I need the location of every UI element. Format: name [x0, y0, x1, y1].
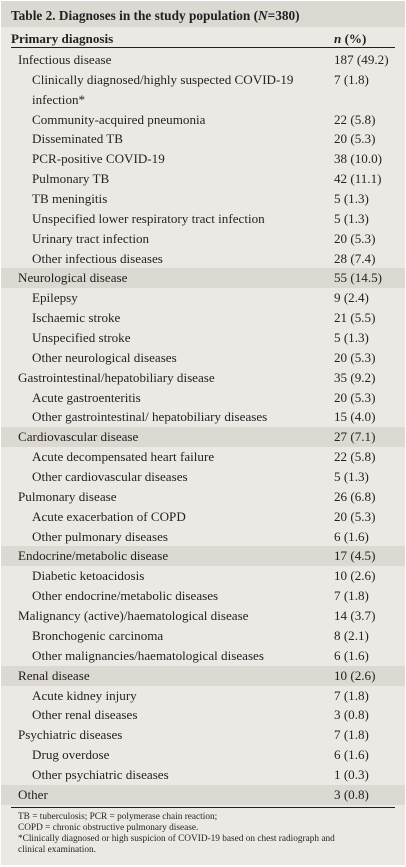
count-value: 20 (5.3) [334, 230, 376, 246]
category-row [1, 368, 405, 388]
diagnosis-label: Other infectious diseases [32, 250, 163, 266]
count-value: 9 (2.4) [334, 290, 369, 306]
diagnosis-label: Unspecified lower respiratory tract infection [32, 210, 265, 226]
subcategory-row [1, 467, 405, 487]
count-value: 3 (0.8) [334, 786, 369, 802]
diagnosis-label: Disseminated TB [32, 131, 124, 147]
count-value: 14 (3.7) [334, 608, 376, 624]
count-value: 22 (5.8) [334, 111, 376, 127]
count-value: 38 (10.0) [334, 151, 383, 167]
count-value: 35 (9.2) [334, 369, 376, 385]
column-header-diagnosis: Primary diagnosis [11, 31, 114, 46]
diagnosis-label: Acute decompensated heart failure [32, 449, 215, 465]
count-value: 26 (6.8) [334, 488, 376, 504]
count-value: 22 (5.8) [334, 449, 376, 465]
subcategory-row [1, 189, 405, 209]
diagnosis-label: Community-acquired pneumonia [32, 111, 206, 127]
count-value: 10 (2.6) [334, 667, 376, 683]
diagnosis-label: Endocrine/metabolic disease [18, 548, 169, 564]
subcategory-row [1, 507, 405, 527]
footnote-line: clinical examination. [18, 845, 96, 856]
count-value: 15 (4.0) [334, 409, 376, 425]
count-value: 17 (4.5) [334, 548, 376, 564]
diagnosis-label: Acute kidney injury [32, 687, 137, 703]
subcategory-row [1, 328, 405, 348]
diagnosis-label: Epilepsy [32, 290, 78, 306]
diagnosis-label: Other cardiovascular diseases [32, 469, 188, 485]
count-value: 28 (7.4) [334, 250, 376, 266]
table-bottom-rule [11, 807, 395, 808]
count-value: 7 (1.8) [334, 727, 369, 743]
diagnosis-label: Clinically diagnosed/highly suspected COVID-19 infection* [32, 71, 294, 107]
subcategory-row [1, 308, 405, 328]
subcategory-row [1, 527, 405, 547]
diagnosis-label: Other gastrointestinal/ hepatobiliary diseases [32, 409, 268, 425]
count-value: 6 (1.6) [334, 647, 369, 663]
subcategory-row [1, 288, 405, 308]
table-title-bar [1, 1, 405, 27]
subcategory-row [1, 129, 405, 149]
count-value: 5 (1.3) [334, 330, 369, 346]
count-value: 20 (5.3) [334, 349, 376, 365]
count-value: 1 (0.3) [334, 766, 369, 782]
subcategory-row [1, 765, 405, 785]
diagnosis-label: Pulmonary TB [32, 171, 110, 187]
diagnosis-label: TB meningitis [32, 191, 108, 207]
count-value: 10 (2.6) [334, 568, 376, 584]
count-value: 7 (1.8) [334, 71, 369, 87]
count-value: 21 (5.5) [334, 310, 376, 326]
count-value: 7 (1.8) [334, 588, 369, 604]
count-value: 8 (2.1) [334, 627, 369, 643]
diagnosis-label: Other endocrine/metabolic diseases [32, 588, 219, 604]
table-footnotes [18, 812, 398, 856]
count-value: 187 (49.2) [334, 52, 389, 67]
diagnosis-label: Renal disease [18, 667, 90, 683]
count-value: 7 (1.8) [334, 687, 369, 703]
count-value: 55 (14.5) [334, 270, 383, 286]
category-row [1, 666, 405, 686]
count-value: 20 (5.3) [334, 508, 376, 524]
diagnosis-label: Unspecified stroke [32, 330, 131, 346]
diagnosis-label: Other psychiatric diseases [32, 766, 169, 782]
subcategory-row [1, 646, 405, 666]
diagnosis-label: Malignancy (active)/haematological disease [18, 608, 249, 624]
subcategory-row [1, 348, 405, 368]
count-value: 42 (11.1) [334, 171, 382, 187]
diagnosis-label: Diabetic ketoacidosis [32, 568, 145, 584]
diagnosis-label: PCR-positive COVID-19 [32, 151, 165, 167]
subcategory-row [1, 447, 405, 467]
subcategory-row [1, 388, 405, 408]
diagnosis-list [1, 50, 405, 805]
diagnosis-label: Cardiovascular disease [18, 429, 139, 445]
category-row [1, 546, 405, 566]
category-row [1, 268, 405, 288]
diagnosis-label: Drug overdose [32, 747, 110, 763]
category-row [1, 50, 405, 70]
count-value: 20 (5.3) [334, 389, 376, 405]
diagnosis-label: Gastrointestinal/hepatobiliary disease [18, 369, 215, 385]
diagnosis-label: Acute gastroenteritis [32, 389, 141, 405]
diagnosis-label: Other malignancies/haematological diseases [32, 647, 264, 663]
count-value: 3 (0.8) [334, 707, 369, 723]
subcategory-row [1, 110, 405, 130]
diagnosis-label: Pulmonary disease [18, 488, 117, 504]
category-row [1, 427, 405, 447]
footnote-line: COPD = chronic obstructive pulmonary disease. [18, 823, 199, 834]
diagnosis-label: Urinary tract infection [32, 230, 150, 246]
count-value: 27 (7.1) [334, 429, 376, 445]
count-value: 6 (1.6) [334, 747, 369, 763]
column-header-count: n (%) [334, 31, 367, 46]
category-row [1, 487, 405, 507]
subcategory-row [1, 745, 405, 765]
diagnosis-label: Other pulmonary diseases [32, 528, 168, 544]
subcategory-row [1, 249, 405, 269]
subcategory-row [1, 70, 405, 110]
diagnosis-label: Bronchogenic carcinoma [32, 627, 164, 643]
count-value: 5 (1.3) [334, 469, 369, 485]
header-rule [11, 47, 395, 48]
footnote-line: TB = tuberculosis; PCR = polymerase chain reaction; [18, 812, 218, 822]
subcategory-row [1, 229, 405, 249]
count-value: 5 (1.3) [334, 191, 369, 207]
count-value: 6 (1.6) [334, 528, 369, 544]
category-row [1, 785, 405, 805]
subcategory-row [1, 586, 405, 606]
subcategory-row [1, 407, 405, 427]
diagnosis-label: Other neurological diseases [32, 349, 177, 365]
subcategory-row [1, 626, 405, 646]
diagnosis-label: Ischaemic stroke [32, 310, 121, 326]
footnote-line: *Clinically diagnosed or high suspicion of COVID-19 based on chest radiograph and [18, 834, 335, 845]
subcategory-row [1, 169, 405, 189]
table-panel [1, 1, 405, 865]
subcategory-row [1, 686, 405, 706]
category-row [1, 725, 405, 745]
diagnosis-label: Psychiatric diseases [18, 727, 123, 743]
count-value: 5 (1.3) [334, 210, 369, 226]
subcategory-row [1, 566, 405, 586]
diagnosis-label: Acute exacerbation of COPD [32, 508, 186, 524]
diagnosis-label: Other [18, 786, 48, 802]
category-row [1, 606, 405, 626]
table-title: Table 2. Diagnoses in the study population (N=380) [11, 8, 300, 23]
count-value: 20 (5.3) [334, 131, 376, 147]
subcategory-row [1, 705, 405, 725]
subcategory-row [1, 209, 405, 229]
diagnosis-label: Other renal diseases [32, 707, 138, 723]
subcategory-row [1, 149, 405, 169]
diagnosis-label: Neurological disease [18, 270, 128, 286]
diagnosis-label: Infectious disease [18, 52, 112, 67]
